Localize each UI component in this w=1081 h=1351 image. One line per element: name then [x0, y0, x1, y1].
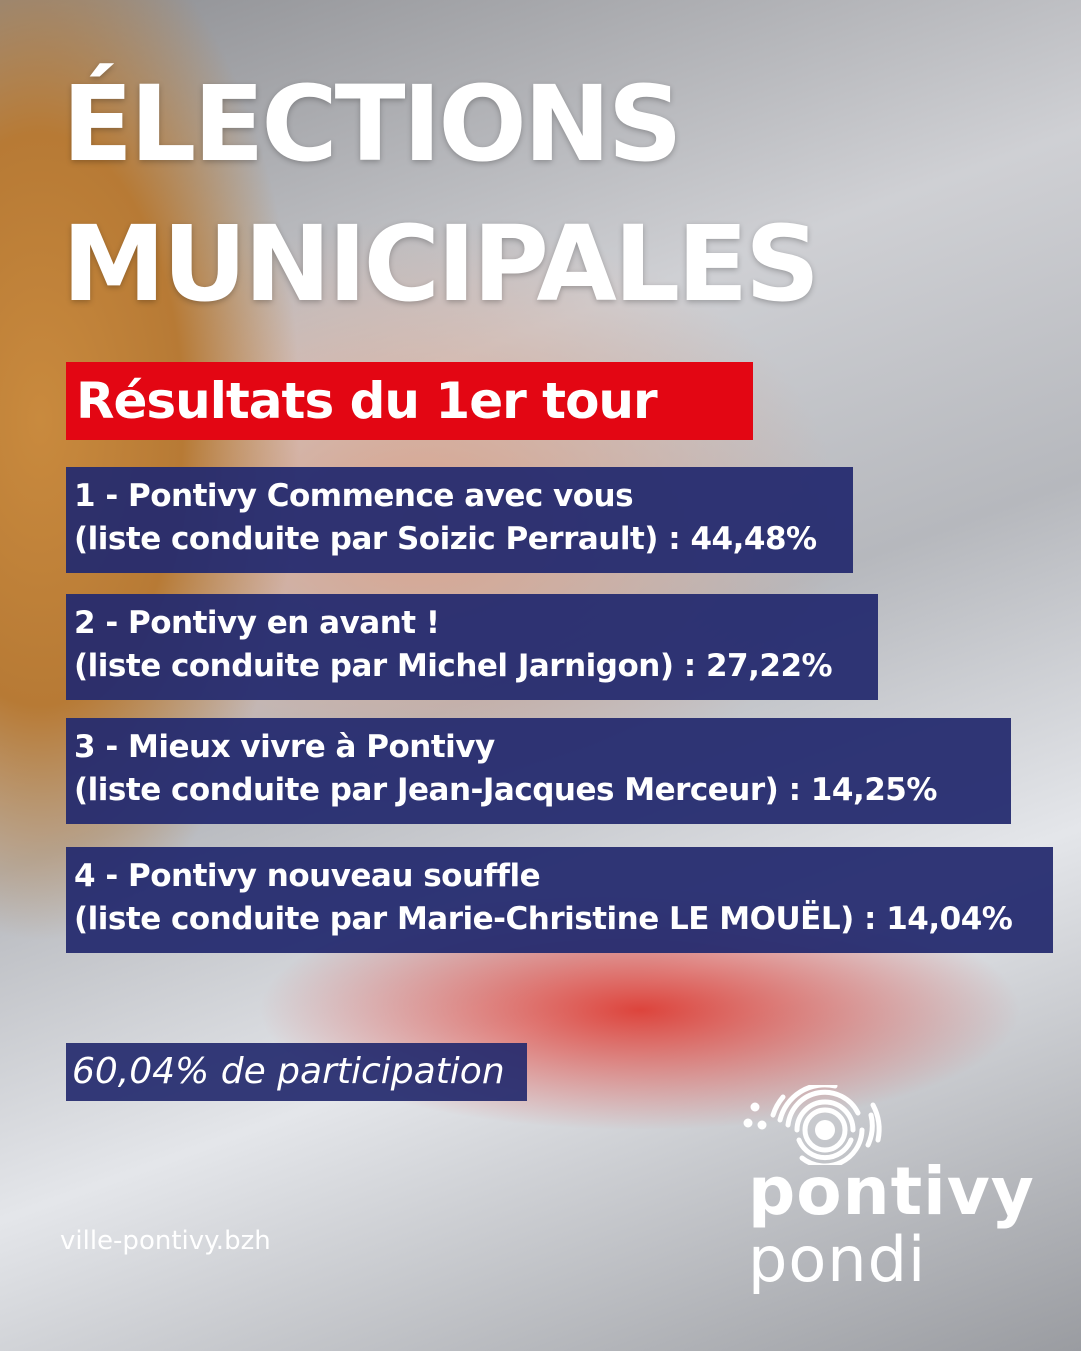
logo-text-pontivy: pontivy — [748, 1153, 1035, 1230]
result-name: 4 - Pontivy nouveau souffle — [74, 858, 541, 894]
result-detail: (liste conduite par Marie-Christine LE MOUËL) : 14,04% — [74, 901, 1013, 937]
result-2 — [66, 594, 878, 700]
result-detail: (liste conduite par Michel Jarnigon) : 27,22% — [74, 648, 833, 684]
result-name: 3 - Mieux vivre à Pontivy — [74, 729, 495, 765]
result-1 — [66, 467, 853, 573]
logo-text-pondi: pondi — [748, 1223, 927, 1296]
result-3 — [66, 718, 1011, 824]
title-line-2: MUNICIPALES — [62, 203, 818, 325]
pontivy-logo — [740, 1085, 1040, 1305]
result-name: 2 - Pontivy en avant ! — [74, 605, 440, 641]
participation-badge: 60,04% de participation — [66, 1043, 527, 1101]
website-link[interactable]: ville-pontivy.bzh — [60, 1226, 271, 1256]
subtitle-banner: Résultats du 1er tour — [66, 362, 753, 440]
title-line-1: ÉLECTIONS — [62, 63, 680, 185]
result-4 — [66, 847, 1053, 953]
result-name: 1 - Pontivy Commence avec vous — [74, 478, 634, 514]
result-detail: (liste conduite par Jean-Jacques Merceur) : 14,25% — [74, 772, 937, 808]
result-detail: (liste conduite par Soizic Perrault) : 44,48% — [74, 521, 817, 557]
